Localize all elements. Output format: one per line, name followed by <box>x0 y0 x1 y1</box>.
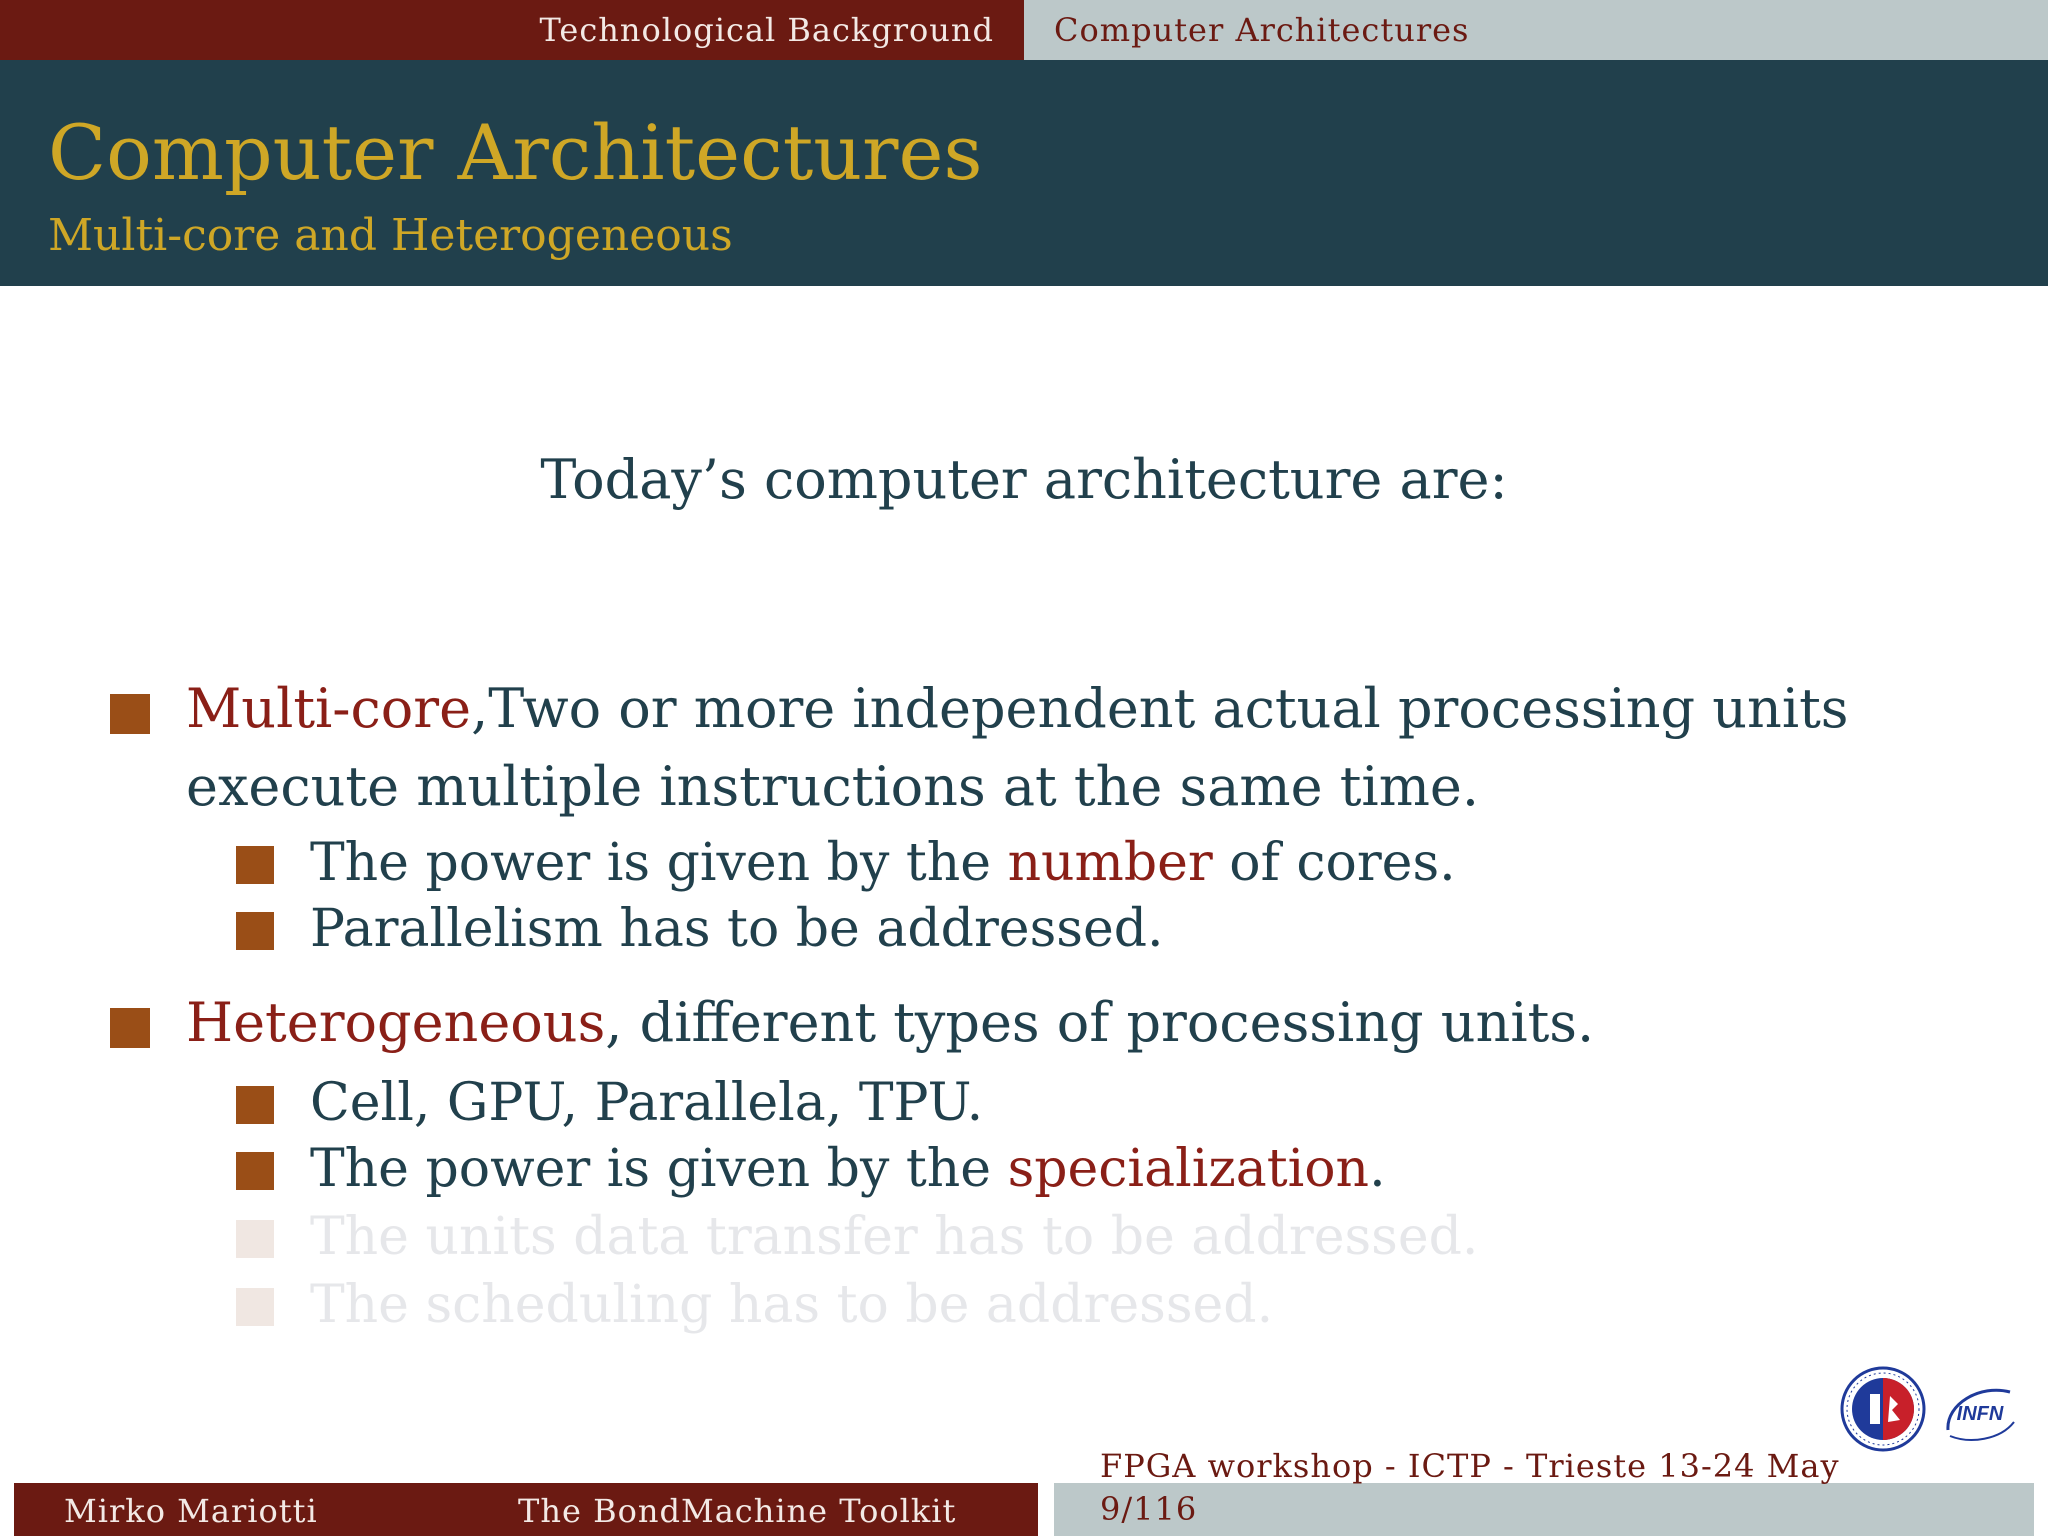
infn-logo-icon <box>1940 1374 2020 1454</box>
bullet-item-heterogeneous <box>110 984 1910 1062</box>
sub-text-pre: The power is given by the <box>310 1139 1008 1199</box>
nav-subsection-label: Computer Architectures <box>1054 11 1470 49</box>
footer-right <box>1054 1483 2034 1536</box>
sub-text-pre: The power is given by the <box>310 833 1008 893</box>
page-number: 9/116 <box>1100 1490 1198 1528</box>
sub-text-post: . <box>1369 1139 1386 1199</box>
sub-text: The scheduling has to be addressed. <box>310 1275 1274 1335</box>
square-bullet-icon <box>236 1220 274 1258</box>
sub-text: The units data transfer has to be addressed. <box>310 1207 1479 1267</box>
footer-left <box>14 1483 1038 1536</box>
footer-event: FPGA workshop - ICTP - Trieste 13-24 May <box>1100 1447 1840 1485</box>
square-bullet-icon <box>236 846 274 884</box>
frame-title: Computer Architectures <box>48 108 983 197</box>
highlight-term: specialization <box>1007 1139 1370 1199</box>
square-bullet-icon <box>236 912 274 950</box>
lead-text: Today’s computer architecture are: <box>540 448 1508 511</box>
sub-item <box>236 1136 1936 1202</box>
nav-subsection[interactable] <box>1024 0 2048 60</box>
sub-item <box>236 830 1936 896</box>
frame-header <box>0 60 2048 286</box>
university-seal-icon <box>1840 1366 1926 1452</box>
top-nav-bar <box>0 0 2048 60</box>
highlight-term: Multi-core <box>186 677 472 740</box>
footer-title: The BondMachine Toolkit <box>518 1492 957 1530</box>
bullet-text <box>110 670 1910 826</box>
frame-subtitle: Multi-core and Heterogeneous <box>48 210 733 261</box>
bullet-text-line2: execute multiple instructions at the same time. <box>186 755 1480 818</box>
logos <box>1840 1360 2020 1460</box>
bullet-text-line1: ,Two or more independent actual processing units <box>471 677 1849 740</box>
bullet-text <box>110 984 1910 1062</box>
square-bullet-icon <box>236 1086 274 1124</box>
sub-text: Cell, GPU, Parallela, TPU. <box>310 1073 984 1133</box>
sub-item-faded <box>236 1272 1936 1338</box>
sub-text-post: of cores. <box>1212 833 1456 893</box>
square-bullet-icon <box>236 1152 274 1190</box>
nav-section[interactable] <box>0 0 1024 60</box>
square-bullet-icon <box>110 694 150 734</box>
sub-item <box>236 896 1936 962</box>
highlight-term: number <box>1007 833 1213 893</box>
bullet-text-rest: , different types of processing units. <box>605 991 1595 1054</box>
square-bullet-icon <box>110 1008 150 1048</box>
square-bullet-icon <box>236 1288 274 1326</box>
highlight-term: Heterogeneous <box>186 991 606 1054</box>
sub-item <box>236 1070 1936 1136</box>
bullet-item-multicore <box>110 670 1910 826</box>
sub-text: Parallelism has to be addressed. <box>310 899 1164 959</box>
nav-section-label: Technological Background <box>539 11 994 49</box>
sub-item-faded <box>236 1204 1936 1270</box>
footer-bar <box>14 1483 2048 1536</box>
infn-logo-text: INFN <box>1956 1403 2004 1425</box>
footer-author: Mirko Mariotti <box>64 1492 318 1530</box>
